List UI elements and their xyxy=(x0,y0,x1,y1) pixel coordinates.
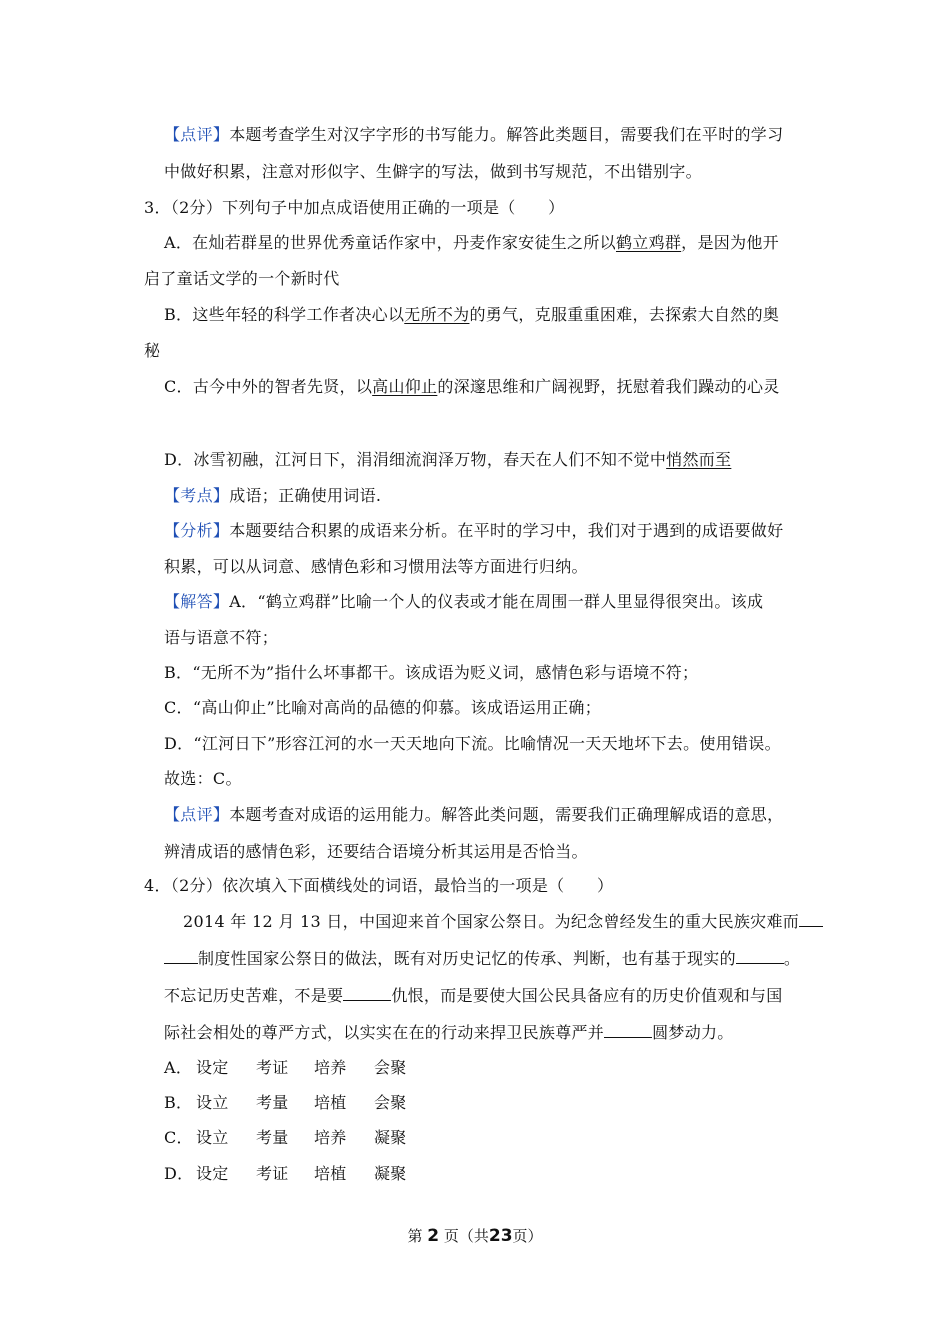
q4-option-a: A． 设定 考证 培养 会聚 xyxy=(164,1058,407,1077)
q3-dianping-line1: 【点评】本题考查对成语的运用能力。解答此类问题，需要我们正确理解成语的意思， xyxy=(164,805,784,824)
fill-blank-1b xyxy=(164,949,198,964)
underlined-idiom: 悄然而至 xyxy=(666,450,732,469)
q3-option-b-cont: 秘 xyxy=(144,341,161,360)
underlined-idiom: 鹤立鸡群 xyxy=(615,233,682,252)
q4-passage-line1: 2014 年 12 月 13 日，中国迎来首个国家公祭日。为纪念曾经发生的重大民族灾难而 xyxy=(183,912,823,932)
q3-option-b: B．这些年轻的科学工作者决心以无所不为的勇气，克服重重困难，去探索大自然的奥 xyxy=(164,305,780,324)
q4-passage-line3: 不忘记历史苦难，不是要 仇恨，而是要使大国公民具备应有的历史价值观和与国 xyxy=(164,986,783,1005)
page-footer: 第 2 页（共23页） xyxy=(407,1226,543,1246)
q3-option-c: C．古今中外的智者先贤，以高山仰止的深邃思维和广阔视野，抚慰着我们躁动的心灵 xyxy=(164,377,780,396)
underlined-idiom: 高山仰止 xyxy=(372,377,438,396)
q3-jieda-d: D．“江河日下”形容江河的水一天天地向下流。比喻情况一天天地坏下去。使用错误。 xyxy=(164,734,781,753)
q2-review-line1: 【点评】本题考查学生对汉字字形的书写能力。解答此类题目，需要我们在平时的学习 xyxy=(164,125,784,144)
q3-fenxi-line2: 积累，可以从词意、感情色彩和习惯用法等方面进行归纳。 xyxy=(164,557,588,576)
jieda-tag: 【解答】 xyxy=(164,592,230,611)
underlined-idiom: 无所不为 xyxy=(404,305,470,324)
q4-passage-line4: 际社会相处的尊严方式，以实实在在的行动来捍卫民族尊严并 圆梦动力。 xyxy=(164,1023,734,1042)
q4-option-c: C． 设立 考量 培养 凝聚 xyxy=(164,1128,407,1147)
q3-option-d: D．冰雪初融，江河日下，涓涓细流润泽万物，春天在人们不知不觉中悄然而至 xyxy=(164,450,732,469)
page-number: 2 xyxy=(427,1226,440,1246)
page-total: 23 xyxy=(488,1226,513,1246)
q3-jieda-line1: 【解答】A．“鹤立鸡群”比喻一个人的仪表或才能在周围一群人里显得很突出。该成 xyxy=(164,592,764,611)
q3-jieda-line2: 语与语意不符； xyxy=(164,628,279,647)
q3-fenxi-line1: 【分析】本题要结合积累的成语来分析。在平时的学习中，我们对于遇到的成语要做好 xyxy=(164,521,784,540)
fill-blank-1a xyxy=(799,912,823,927)
q3-stem: 3．（2分）下列句子中加点成语使用正确的一项是（ ） xyxy=(144,198,565,217)
q4-option-b: B． 设立 考量 培植 会聚 xyxy=(164,1093,407,1112)
q3-jieda-b: B．“无所不为”指什么坏事都干。该成语为贬义词，感情色彩与语境不符； xyxy=(164,663,699,682)
q3-option-a-cont: 启了童话文学的一个新时代 xyxy=(144,269,340,288)
q2-review-line2: 中做好积累，注意对形似字、生僻字的写法，做到书写规范，不出错别字。 xyxy=(164,162,702,181)
q3-jieda-c: C．“高山仰止”比喻对高尚的品德的仰慕。该成语运用正确； xyxy=(164,698,602,717)
fill-blank-4 xyxy=(604,1023,652,1038)
q4-stem: 4．（2分）依次填入下面横线处的词语，最恰当的一项是（ ） xyxy=(144,876,614,895)
q4-option-d: D． 设定 考证 培植 凝聚 xyxy=(164,1164,407,1183)
q3-answer: 故选：C。 xyxy=(164,769,242,788)
kaodian-tag: 【考点】 xyxy=(164,486,230,505)
fill-blank-3 xyxy=(343,986,391,1001)
q3-option-a: A．在灿若群星的世界优秀童话作家中，丹麦作家安徒生之所以鹤立鸡群，是因为他开 xyxy=(164,233,779,252)
review-tag: 【点评】 xyxy=(164,125,230,144)
fill-blank-2 xyxy=(736,949,784,964)
fenxi-tag: 【分析】 xyxy=(164,521,230,540)
q3-kaodian: 【考点】成语；正确使用词语. xyxy=(164,486,382,505)
q3-dianping-line2: 辨清成语的感情色彩，还要结合语境分析其运用是否恰当。 xyxy=(164,842,588,861)
q4-passage-line2: 制度性国家公祭日的做法，既有对历史记忆的传承、判断，也有基于现实的 。 xyxy=(164,949,800,969)
dianping-tag: 【点评】 xyxy=(164,805,230,824)
